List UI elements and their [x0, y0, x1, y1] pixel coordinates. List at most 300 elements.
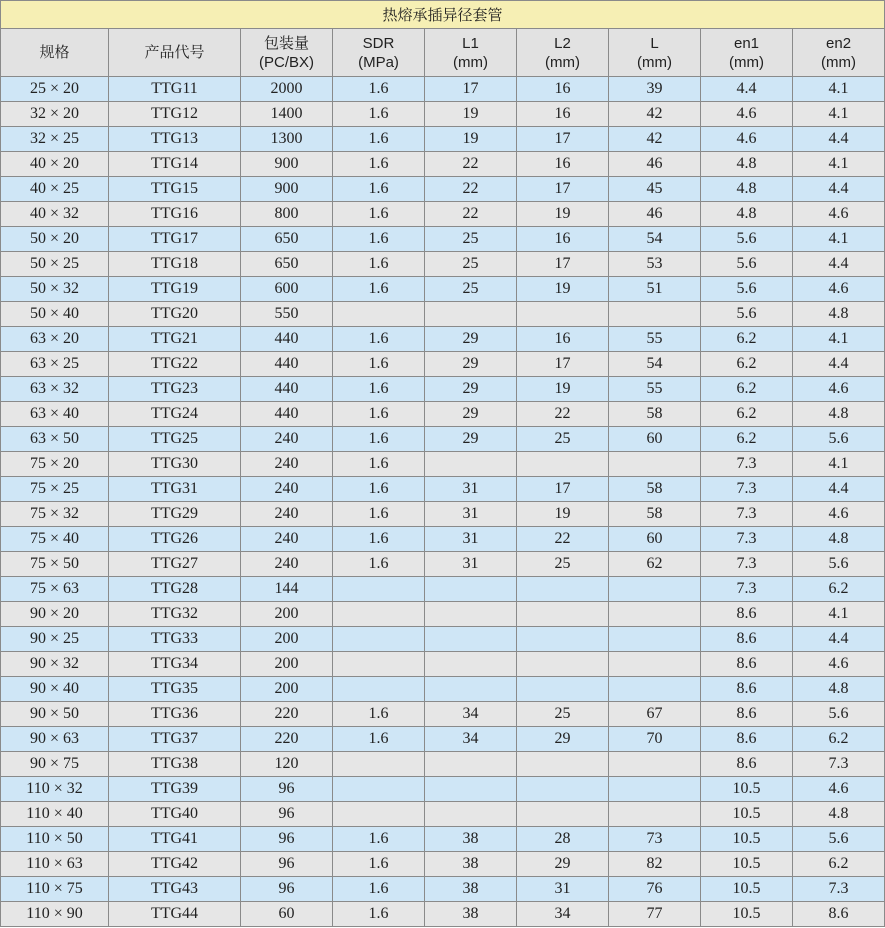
- cell-product-code: TTG13: [109, 127, 241, 152]
- cell-en2: 4.1: [793, 227, 885, 252]
- cell-en2: 4.6: [793, 377, 885, 402]
- table-row: [1, 677, 885, 702]
- cell-en2: 7.3: [793, 877, 885, 902]
- cell-package-qty: 1300: [241, 127, 333, 152]
- cell-package-qty: 200: [241, 652, 333, 677]
- cell-l: [609, 677, 701, 702]
- cell-en2: 6.2: [793, 727, 885, 752]
- cell-l: 82: [609, 852, 701, 877]
- cell-en2: 6.2: [793, 577, 885, 602]
- table-row: [1, 502, 885, 527]
- cell-spec: 90 × 25: [1, 627, 109, 652]
- cell-l: [609, 752, 701, 777]
- cell-spec: 32 × 20: [1, 102, 109, 127]
- cell-sdr: 1.6: [333, 327, 425, 352]
- cell-package-qty: 96: [241, 877, 333, 902]
- cell-l2: [517, 627, 609, 652]
- cell-package-qty: 440: [241, 327, 333, 352]
- table-row: [1, 402, 885, 427]
- cell-l2: 19: [517, 502, 609, 527]
- column-header-unit: (mm): [545, 53, 580, 71]
- table-row: [1, 577, 885, 602]
- table-row: [1, 102, 885, 127]
- cell-sdr: [333, 677, 425, 702]
- cell-en2: 4.8: [793, 402, 885, 427]
- cell-l1: 31: [425, 552, 517, 577]
- column-header-unit: (mm): [637, 53, 672, 71]
- cell-l2: 16: [517, 227, 609, 252]
- cell-product-code: TTG25: [109, 427, 241, 452]
- cell-package-qty: 240: [241, 477, 333, 502]
- column-header-l2: [517, 29, 609, 77]
- column-header-unit: (mm): [729, 53, 764, 71]
- table-row: [1, 527, 885, 552]
- cell-en2: 6.2: [793, 852, 885, 877]
- cell-l: 58: [609, 477, 701, 502]
- cell-l1: [425, 577, 517, 602]
- table-row: [1, 602, 885, 627]
- cell-package-qty: 240: [241, 527, 333, 552]
- table-row: [1, 377, 885, 402]
- cell-sdr: [333, 802, 425, 827]
- table-row: [1, 852, 885, 877]
- cell-l: 42: [609, 127, 701, 152]
- cell-package-qty: 1400: [241, 102, 333, 127]
- cell-l1: 29: [425, 402, 517, 427]
- table-row: [1, 302, 885, 327]
- cell-product-code: TTG14: [109, 152, 241, 177]
- cell-spec: 50 × 20: [1, 227, 109, 252]
- cell-l: 54: [609, 227, 701, 252]
- cell-en1: 10.5: [701, 827, 793, 852]
- cell-l2: 29: [517, 852, 609, 877]
- cell-package-qty: 650: [241, 252, 333, 277]
- cell-en2: 5.6: [793, 702, 885, 727]
- cell-l1: 22: [425, 152, 517, 177]
- cell-l2: 22: [517, 527, 609, 552]
- cell-l2: [517, 777, 609, 802]
- cell-en2: 4.4: [793, 252, 885, 277]
- column-header-row: [1, 29, 885, 77]
- column-header-label: SDR: [362, 34, 395, 52]
- cell-l: [609, 602, 701, 627]
- cell-en2: 4.8: [793, 527, 885, 552]
- table-row: [1, 627, 885, 652]
- table-row: [1, 827, 885, 852]
- column-header-en2: [793, 29, 885, 77]
- cell-l: 58: [609, 502, 701, 527]
- table-row: [1, 902, 885, 927]
- cell-en1: 10.5: [701, 777, 793, 802]
- table-row: [1, 777, 885, 802]
- cell-package-qty: 440: [241, 352, 333, 377]
- table-row: [1, 427, 885, 452]
- cell-l1: 38: [425, 852, 517, 877]
- cell-l1: 31: [425, 527, 517, 552]
- cell-product-code: TTG26: [109, 527, 241, 552]
- cell-sdr: 1.6: [333, 402, 425, 427]
- cell-l2: 17: [517, 127, 609, 152]
- cell-spec: 75 × 32: [1, 502, 109, 527]
- column-header-package-qty: [241, 29, 333, 77]
- cell-product-code: TTG24: [109, 402, 241, 427]
- cell-l1: [425, 627, 517, 652]
- cell-sdr: 1.6: [333, 527, 425, 552]
- cell-l: 55: [609, 327, 701, 352]
- cell-product-code: TTG35: [109, 677, 241, 702]
- cell-product-code: TTG36: [109, 702, 241, 727]
- cell-l2: 17: [517, 477, 609, 502]
- cell-spec: 25 × 20: [1, 77, 109, 102]
- cell-sdr: [333, 302, 425, 327]
- cell-l1: [425, 302, 517, 327]
- cell-en1: 5.6: [701, 227, 793, 252]
- cell-l1: [425, 602, 517, 627]
- cell-en2: 4.6: [793, 777, 885, 802]
- cell-en1: 4.4: [701, 77, 793, 102]
- cell-sdr: [333, 602, 425, 627]
- cell-l1: 25: [425, 227, 517, 252]
- cell-package-qty: 600: [241, 277, 333, 302]
- cell-en1: 10.5: [701, 902, 793, 927]
- cell-en1: 8.6: [701, 727, 793, 752]
- cell-spec: 90 × 63: [1, 727, 109, 752]
- cell-l2: 25: [517, 702, 609, 727]
- cell-spec: 63 × 50: [1, 427, 109, 452]
- cell-spec: 75 × 20: [1, 452, 109, 477]
- cell-l: [609, 627, 701, 652]
- cell-product-code: TTG44: [109, 902, 241, 927]
- column-header-label: L2: [554, 34, 571, 52]
- table-row: [1, 877, 885, 902]
- cell-en2: 5.6: [793, 427, 885, 452]
- cell-en1: 5.6: [701, 302, 793, 327]
- cell-l2: 31: [517, 877, 609, 902]
- cell-en2: 4.4: [793, 127, 885, 152]
- cell-product-code: TTG16: [109, 202, 241, 227]
- cell-sdr: 1.6: [333, 877, 425, 902]
- cell-l: [609, 777, 701, 802]
- cell-sdr: 1.6: [333, 152, 425, 177]
- cell-l1: 29: [425, 327, 517, 352]
- cell-en1: 5.6: [701, 252, 793, 277]
- cell-spec: 90 × 75: [1, 752, 109, 777]
- cell-sdr: [333, 777, 425, 802]
- cell-l: 51: [609, 277, 701, 302]
- cell-spec: 75 × 50: [1, 552, 109, 577]
- cell-en1: 6.2: [701, 352, 793, 377]
- cell-l: 60: [609, 427, 701, 452]
- cell-sdr: 1.6: [333, 277, 425, 302]
- cell-package-qty: 900: [241, 177, 333, 202]
- cell-sdr: 1.6: [333, 477, 425, 502]
- cell-sdr: 1.6: [333, 377, 425, 402]
- cell-en2: 4.4: [793, 627, 885, 652]
- cell-l2: 25: [517, 427, 609, 452]
- cell-en1: 4.6: [701, 102, 793, 127]
- cell-sdr: 1.6: [333, 177, 425, 202]
- cell-l1: 29: [425, 352, 517, 377]
- cell-spec: 50 × 25: [1, 252, 109, 277]
- cell-package-qty: 550: [241, 302, 333, 327]
- cell-en1: 8.6: [701, 702, 793, 727]
- cell-en1: 7.3: [701, 477, 793, 502]
- cell-en2: 4.6: [793, 652, 885, 677]
- cell-l2: [517, 802, 609, 827]
- cell-spec: 40 × 20: [1, 152, 109, 177]
- cell-en1: 6.2: [701, 402, 793, 427]
- cell-product-code: TTG11: [109, 77, 241, 102]
- cell-l1: 22: [425, 202, 517, 227]
- cell-sdr: [333, 627, 425, 652]
- column-header-label: 规格: [39, 44, 70, 61]
- cell-l1: 19: [425, 127, 517, 152]
- cell-l: 58: [609, 402, 701, 427]
- cell-en2: 4.1: [793, 152, 885, 177]
- cell-en1: 10.5: [701, 802, 793, 827]
- cell-en1: 4.8: [701, 177, 793, 202]
- table-row: [1, 127, 885, 152]
- cell-l2: [517, 602, 609, 627]
- cell-package-qty: 240: [241, 427, 333, 452]
- cell-en2: 4.6: [793, 277, 885, 302]
- cell-en1: 4.6: [701, 127, 793, 152]
- cell-package-qty: 200: [241, 602, 333, 627]
- cell-product-code: TTG32: [109, 602, 241, 627]
- column-header-unit: (mm): [821, 53, 857, 71]
- cell-l1: [425, 802, 517, 827]
- cell-package-qty: 144: [241, 577, 333, 602]
- cell-l2: 19: [517, 202, 609, 227]
- cell-l: 67: [609, 702, 701, 727]
- cell-product-code: TTG22: [109, 352, 241, 377]
- cell-spec: 63 × 32: [1, 377, 109, 402]
- cell-l: 77: [609, 902, 701, 927]
- table-row: [1, 752, 885, 777]
- cell-sdr: 1.6: [333, 77, 425, 102]
- cell-l1: 29: [425, 377, 517, 402]
- column-header-label: L: [650, 34, 659, 52]
- column-header-sdr: [333, 29, 425, 77]
- cell-sdr: 1.6: [333, 902, 425, 927]
- table-row: [1, 652, 885, 677]
- cell-spec: 110 × 63: [1, 852, 109, 877]
- cell-package-qty: 440: [241, 402, 333, 427]
- cell-package-qty: 440: [241, 377, 333, 402]
- cell-l: 54: [609, 352, 701, 377]
- cell-en1: 8.6: [701, 652, 793, 677]
- cell-l2: [517, 302, 609, 327]
- cell-en2: 5.6: [793, 827, 885, 852]
- cell-en1: 4.8: [701, 152, 793, 177]
- cell-en2: 4.8: [793, 802, 885, 827]
- cell-en1: 7.3: [701, 527, 793, 552]
- cell-package-qty: 800: [241, 202, 333, 227]
- cell-l2: 17: [517, 352, 609, 377]
- cell-sdr: 1.6: [333, 102, 425, 127]
- cell-spec: 110 × 40: [1, 802, 109, 827]
- cell-en2: 4.4: [793, 477, 885, 502]
- cell-sdr: 1.6: [333, 227, 425, 252]
- table-row: [1, 477, 885, 502]
- cell-l2: [517, 577, 609, 602]
- table-row: [1, 727, 885, 752]
- cell-sdr: 1.6: [333, 702, 425, 727]
- cell-l: [609, 652, 701, 677]
- cell-product-code: TTG18: [109, 252, 241, 277]
- cell-l: 42: [609, 102, 701, 127]
- cell-l2: [517, 652, 609, 677]
- cell-spec: 40 × 25: [1, 177, 109, 202]
- cell-l: 55: [609, 377, 701, 402]
- cell-package-qty: 96: [241, 777, 333, 802]
- cell-l1: 25: [425, 252, 517, 277]
- cell-l1: [425, 677, 517, 702]
- cell-product-code: TTG34: [109, 652, 241, 677]
- cell-l: 46: [609, 202, 701, 227]
- cell-spec: 63 × 25: [1, 352, 109, 377]
- cell-en1: 5.6: [701, 277, 793, 302]
- cell-package-qty: 2000: [241, 77, 333, 102]
- cell-package-qty: 900: [241, 152, 333, 177]
- cell-l1: 17: [425, 77, 517, 102]
- cell-en2: 7.3: [793, 752, 885, 777]
- cell-sdr: 1.6: [333, 252, 425, 277]
- cell-product-code: TTG29: [109, 502, 241, 527]
- cell-en1: 8.6: [701, 752, 793, 777]
- cell-product-code: TTG43: [109, 877, 241, 902]
- cell-en1: 6.2: [701, 427, 793, 452]
- cell-l1: 34: [425, 727, 517, 752]
- cell-sdr: 1.6: [333, 427, 425, 452]
- cell-product-code: TTG12: [109, 102, 241, 127]
- table-row: [1, 702, 885, 727]
- cell-l1: [425, 452, 517, 477]
- cell-l: [609, 452, 701, 477]
- cell-en1: 7.3: [701, 452, 793, 477]
- cell-en2: 4.6: [793, 202, 885, 227]
- cell-en1: 8.6: [701, 677, 793, 702]
- table-row: [1, 77, 885, 102]
- cell-spec: 75 × 40: [1, 527, 109, 552]
- cell-l: [609, 802, 701, 827]
- cell-package-qty: 96: [241, 852, 333, 877]
- cell-l2: 28: [517, 827, 609, 852]
- cell-spec: 90 × 40: [1, 677, 109, 702]
- cell-l2: 17: [517, 252, 609, 277]
- cell-en2: 4.8: [793, 302, 885, 327]
- cell-l2: 16: [517, 102, 609, 127]
- cell-spec: 50 × 32: [1, 277, 109, 302]
- cell-sdr: 1.6: [333, 552, 425, 577]
- cell-l1: 31: [425, 502, 517, 527]
- cell-package-qty: 200: [241, 677, 333, 702]
- cell-en1: 4.8: [701, 202, 793, 227]
- cell-en1: 8.6: [701, 602, 793, 627]
- cell-sdr: 1.6: [333, 452, 425, 477]
- cell-product-code: TTG30: [109, 452, 241, 477]
- cell-en2: 4.1: [793, 102, 885, 127]
- cell-sdr: 1.6: [333, 852, 425, 877]
- cell-spec: 32 × 25: [1, 127, 109, 152]
- cell-en1: 6.2: [701, 377, 793, 402]
- column-header-spec: [1, 29, 109, 77]
- cell-product-code: TTG17: [109, 227, 241, 252]
- cell-en2: 4.4: [793, 352, 885, 377]
- cell-l: 45: [609, 177, 701, 202]
- cell-spec: 90 × 20: [1, 602, 109, 627]
- cell-l1: 29: [425, 427, 517, 452]
- cell-l2: 19: [517, 377, 609, 402]
- column-header-label: en1: [733, 34, 760, 52]
- cell-product-code: TTG28: [109, 577, 241, 602]
- cell-l1: 38: [425, 827, 517, 852]
- table-row: [1, 327, 885, 352]
- table-title: 热熔承插异径套管: [1, 1, 885, 29]
- cell-package-qty: 60: [241, 902, 333, 927]
- cell-product-code: TTG41: [109, 827, 241, 852]
- cell-l2: 19: [517, 277, 609, 302]
- table-row: [1, 227, 885, 252]
- cell-product-code: TTG38: [109, 752, 241, 777]
- cell-product-code: TTG19: [109, 277, 241, 302]
- column-header-label: 包装量: [263, 34, 309, 52]
- cell-l2: 34: [517, 902, 609, 927]
- cell-en2: 5.6: [793, 552, 885, 577]
- cell-spec: 110 × 32: [1, 777, 109, 802]
- table-row: [1, 802, 885, 827]
- cell-l2: 17: [517, 177, 609, 202]
- cell-l: 73: [609, 827, 701, 852]
- cell-sdr: 1.6: [333, 202, 425, 227]
- cell-package-qty: 96: [241, 802, 333, 827]
- cell-product-code: TTG40: [109, 802, 241, 827]
- cell-l2: [517, 677, 609, 702]
- cell-l2: 16: [517, 327, 609, 352]
- cell-l1: 38: [425, 902, 517, 927]
- table-row: [1, 277, 885, 302]
- cell-product-code: TTG20: [109, 302, 241, 327]
- cell-product-code: TTG33: [109, 627, 241, 652]
- cell-l1: 31: [425, 477, 517, 502]
- cell-en2: 8.6: [793, 902, 885, 927]
- cell-sdr: 1.6: [333, 502, 425, 527]
- cell-l2: 25: [517, 552, 609, 577]
- cell-l1: 22: [425, 177, 517, 202]
- cell-l2: 22: [517, 402, 609, 427]
- cell-l: 53: [609, 252, 701, 277]
- cell-product-code: TTG27: [109, 552, 241, 577]
- cell-l: 70: [609, 727, 701, 752]
- cell-l: 39: [609, 77, 701, 102]
- cell-en1: 10.5: [701, 877, 793, 902]
- cell-package-qty: 220: [241, 727, 333, 752]
- cell-product-code: TTG37: [109, 727, 241, 752]
- cell-en2: 4.8: [793, 677, 885, 702]
- cell-l1: 38: [425, 877, 517, 902]
- column-header-l: [609, 29, 701, 77]
- table-body: [1, 77, 885, 927]
- cell-package-qty: 650: [241, 227, 333, 252]
- cell-spec: 110 × 75: [1, 877, 109, 902]
- table-row: [1, 177, 885, 202]
- table-row: [1, 252, 885, 277]
- column-header-unit: (mm): [453, 53, 488, 71]
- cell-l1: 19: [425, 102, 517, 127]
- cell-en1: 7.3: [701, 502, 793, 527]
- column-header-label: 产品代号: [144, 44, 205, 61]
- cell-sdr: 1.6: [333, 727, 425, 752]
